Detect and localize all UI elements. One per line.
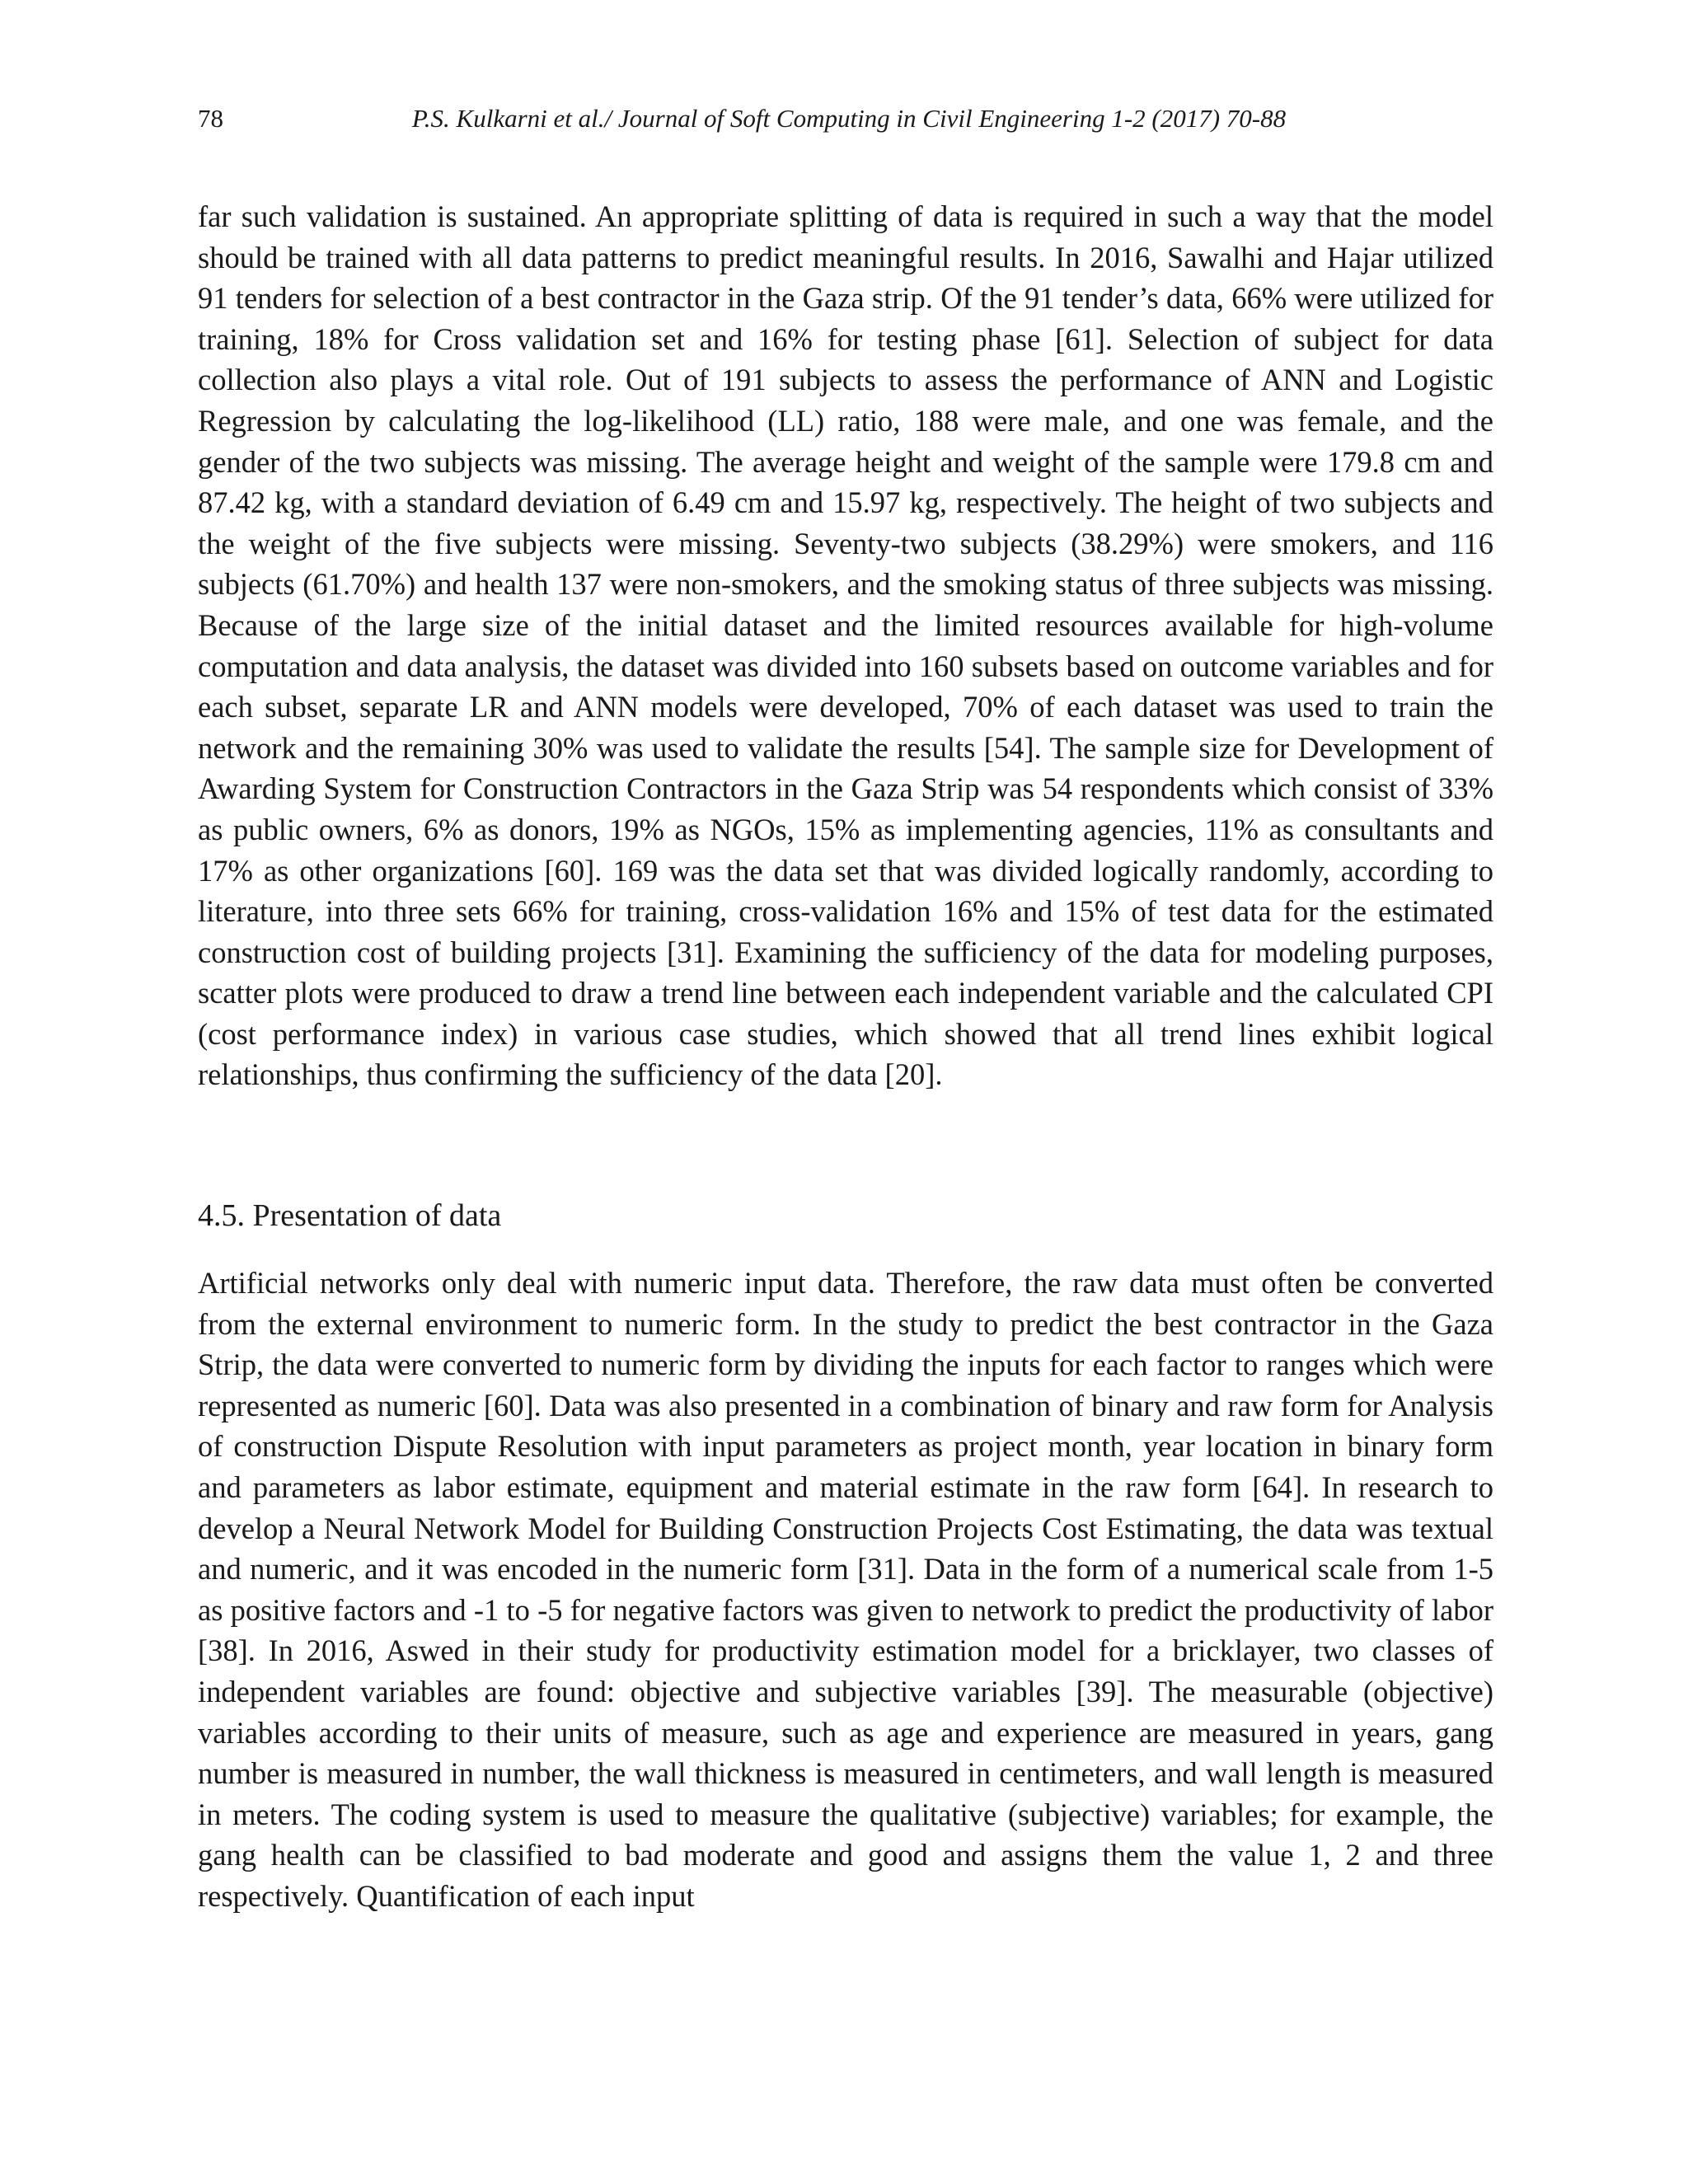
body-paragraph-presentation: Artificial networks only deal with numeric input data. Therefore, the raw data must often be converted from the external environment to numeric form. In the study to predict the best contractor in the Gaza Strip, the data were converted to numeric form by dividing the inputs for each factor to ranges which were represented as numeric [60]. Data was also presented in a combination of binary and raw form for Analysis of construction Dispute Resolution with input parameters as project month, year location in binary form and parameters as labor estimate, equipment and material estimate in the raw form [64]. In research to develop a Neural Network Model for Building Construction Projects Cost Estimating, the data was textual and numeric, and it was encoded in the numeric form [31]. Data in the form of a numerical scale from 1-5 as positive factors and -1 to -5 for negative factors was given to network to predict the productivity of labor [38]. In 2016, Aswed in their study for productivity estimation model for a bricklayer, two classes of independent variables are found: objective and subjective variables [39]. The measurable (objective) variables according to their units of measure, such as age and experience are measured in years, gang number is measured in number, the wall thickness is measured in centimeters, and wall length is measured in meters. The coding system is used to measure the qualitative (subjective) variables; for example, the gang health can be classified to bad moderate and good and assigns them the value 1, 2 and three respectively. Quantification of each input	[198, 1266, 1493, 1913]
body-paragraph-validation: far such validation is sustained. An appropriate splitting of data is required in such a way that the model should be trained with all data patterns to predict meaningful results. In 2016, Sawalhi and Hajar utilized 91 tenders for selection of a best contractor in the Gaza strip. Of the 91 tender’s data, 66% were utilized for training, 18% for Cross validation set and 16% for testing phase [61]. Selection of subject for data collection also plays a vital role. Out of 191 subjects to assess the performance of ANN and Logistic Regression by calculating the log-likelihood (LL) ratio, 188 were male, and one was female, and the gender of the two subjects was missing. The average height and weight of the sample were 179.8 cm and 87.42 kg, with a standard deviation of 6.49 cm and 15.97 kg, respectively. The height of two subjects and the weight of the five subjects were missing. Seventy-two subjects (38.29%) were smokers, and 116 subjects (61.70%) and health 137 were non-smokers, and the smoking status of three subjects was missing. Because of the large size of the initial dataset and the limited resources available for high-volume computation and data analysis, the dataset was divided into 160 subsets based on outcome variables and for each subset, separate LR and ANN models were developed, 70% of each dataset was used to train the network and the remaining 30% was used to validate the results [54]. The sample size for Development of Awarding System for Construction Contractors in the Gaza Strip was 54 respondents which consist of 33% as public owners, 6% as donors, 19% as NGOs, 15% as implementing agencies, 11% as consultants and 17% as other organizations [60]. 169 was the data set that was divided logically randomly, according to literature, into three sets 66% for training, cross-validation 16% and 15% of test data for the estimated construction cost of building projects [31]. Examining the sufficiency of the data for modeling purposes, scatter plots were produced to draw a trend line between each independent variable and the calculated CPI (cost performance index) in various case studies, which showed that all trend lines exhibit logical relationships, thus confirming the sufficiency of the data [20].	[198, 199, 1493, 1092]
journal-reference: P.S. Kulkarni et al./ Journal of Soft Computing in Civil Engineering 1-2 (2017) 70-88	[411, 104, 1287, 133]
page-number: 78	[198, 104, 223, 133]
section-heading-presentation-of-data: 4.5. Presentation of data	[198, 1198, 502, 1233]
running-header	[198, 99, 1492, 138]
